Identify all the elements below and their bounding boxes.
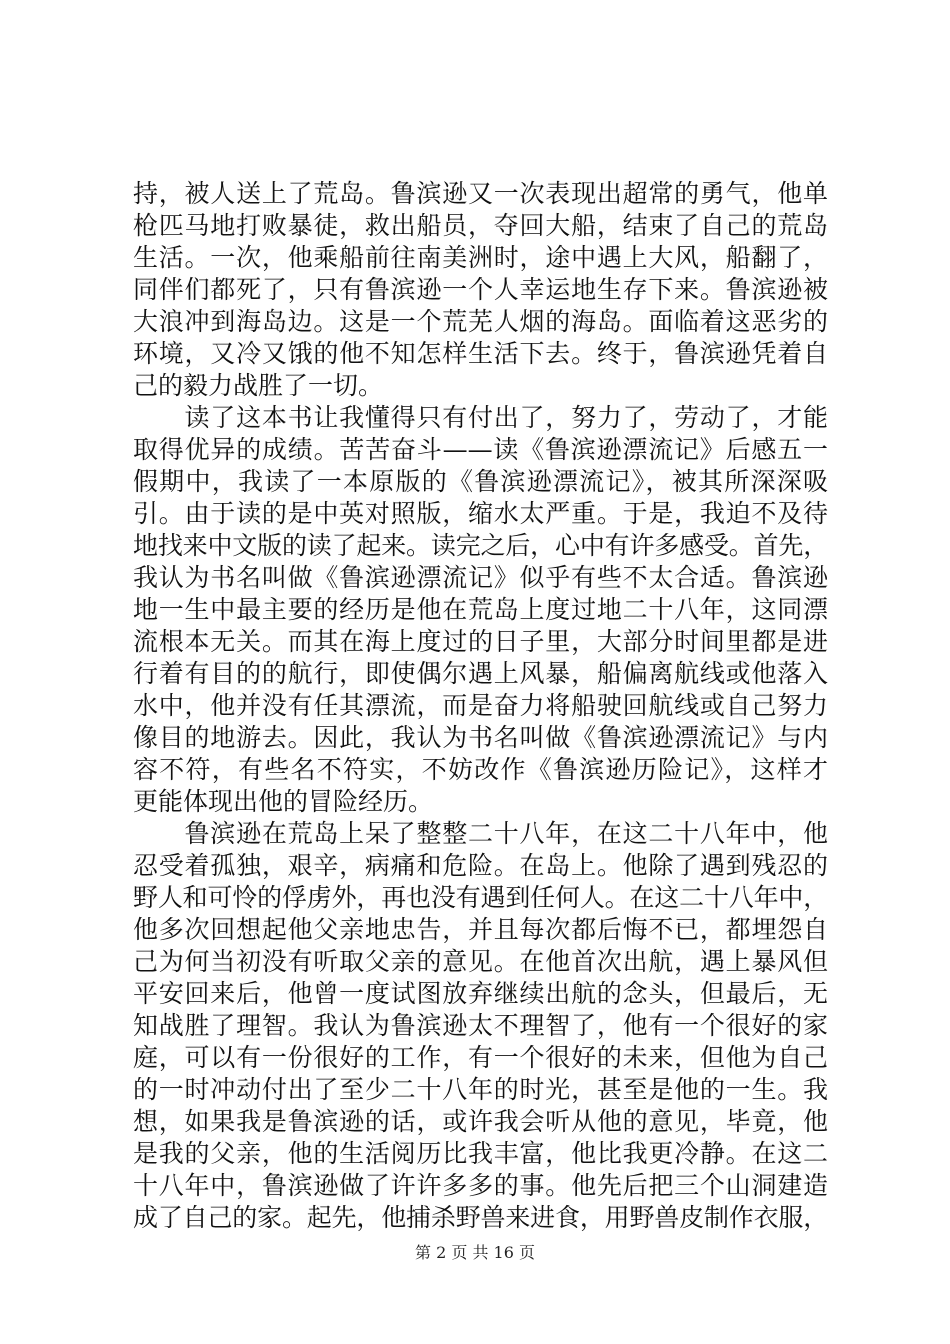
- text-line: 容不符，有些名不符实，不妨改作《鲁滨逊历险记》，这样才: [133, 755, 828, 784]
- text-line: 十八年中，鲁滨逊做了许许多多的事。他先后把三个山洞建造: [133, 1171, 828, 1200]
- text-line: 同伴们都死了，只有鲁滨逊一个人幸运地生存下来。鲁滨逊被: [133, 275, 828, 304]
- text-line: 鲁滨逊在荒岛上呆了整整二十八年，在这二十八年中，他: [133, 819, 828, 848]
- text-line: 水中，他并没有任其漂流，而是奋力将船驶回航线或自己努力: [133, 691, 828, 720]
- text-line: 的一时冲动付出了至少二十八年的时光，甚至是他的一生。我: [133, 1075, 828, 1104]
- text-line: 地一生中最主要的经历是他在荒岛上度过地二十八年，这同漂: [133, 595, 828, 624]
- text-line: 像目的地游去。因此，我认为书名叫做《鲁滨逊漂流记》与内: [133, 723, 828, 752]
- text-line: 我认为书名叫做《鲁滨逊漂流记》似乎有些不太合适。鲁滨逊: [133, 563, 828, 592]
- text-line: 他多次回想起他父亲地忠告，并且每次都后悔不已，都埋怨自: [133, 915, 828, 944]
- text-line: 枪匹马地打败暴徒，救出船员，夺回大船，结束了自己的荒岛: [133, 211, 828, 240]
- text-line: 地找来中文版的读了起来。读完之后，心中有许多感受。首先，: [133, 531, 828, 560]
- text-line: 环境，又冷又饿的他不知怎样生活下去。终于，鲁滨逊凭着自: [133, 339, 828, 368]
- text-line: 野人和可怜的俘虏外，再也没有遇到任何人。在这二十八年中，: [133, 883, 828, 912]
- text-line: 平安回来后，他曾一度试图放弃继续出航的念头，但最后，无: [133, 979, 828, 1008]
- text-line: 读了这本书让我懂得只有付出了，努力了，劳动了，才能: [133, 403, 828, 432]
- text-line: 忍受着孤独，艰辛，病痛和危险。在岛上。他除了遇到残忍的: [133, 851, 828, 880]
- text-line: 取得优异的成绩。苦苦奋斗——读《鲁滨逊漂流记》后感五一: [133, 435, 828, 464]
- text-line: 生活。一次，他乘船前往南美洲时，途中遇上大风，船翻了，: [133, 243, 828, 272]
- text-line: 持，被人送上了荒岛。鲁滨逊又一次表现出超常的勇气，他单: [133, 179, 828, 208]
- text-line: 流根本无关。而其在海上度过的日子里，大部分时间里都是进: [133, 627, 828, 656]
- text-line: 知战胜了理智。我认为鲁滨逊太不理智了，他有一个很好的家: [133, 1011, 828, 1040]
- text-line: 己的毅力战胜了一切。: [133, 371, 384, 400]
- text-line: 行着有目的的航行，即使偶尔遇上风暴，船偏离航线或他落入: [133, 659, 828, 688]
- text-line: 庭，可以有一份很好的工作，有一个很好的未来，但他为自己: [133, 1043, 828, 1072]
- page-footer: 第 2 页 共 16 页: [415, 1243, 535, 1262]
- text-line: 想，如果我是鲁滨逊的话，或许我会听从他的意见，毕竟，他: [133, 1107, 828, 1136]
- text-line: 大浪冲到海岛边。这是一个荒芜人烟的海岛。面临着这恶劣的: [133, 307, 828, 336]
- text-line: 成了自己的家。起先，他捕杀野兽来进食，用野兽皮制作衣服，: [133, 1203, 828, 1232]
- text-line: 己为何当初没有听取父亲的意见。在他首次出航，遇上暴风但: [133, 947, 828, 976]
- text-line: 是我的父亲，他的生活阅历比我丰富，他比我更冷静。在这二: [133, 1139, 828, 1168]
- text-line: 引。由于读的是中英对照版，缩水太严重。于是，我迫不及待: [133, 499, 828, 528]
- text-line: 更能体现出他的冒险经历。: [133, 787, 434, 816]
- body-text: [133, 178, 828, 1234]
- text-line: 假期中，我读了一本原版的《鲁滨逊漂流记》，被其所深深吸: [133, 467, 828, 496]
